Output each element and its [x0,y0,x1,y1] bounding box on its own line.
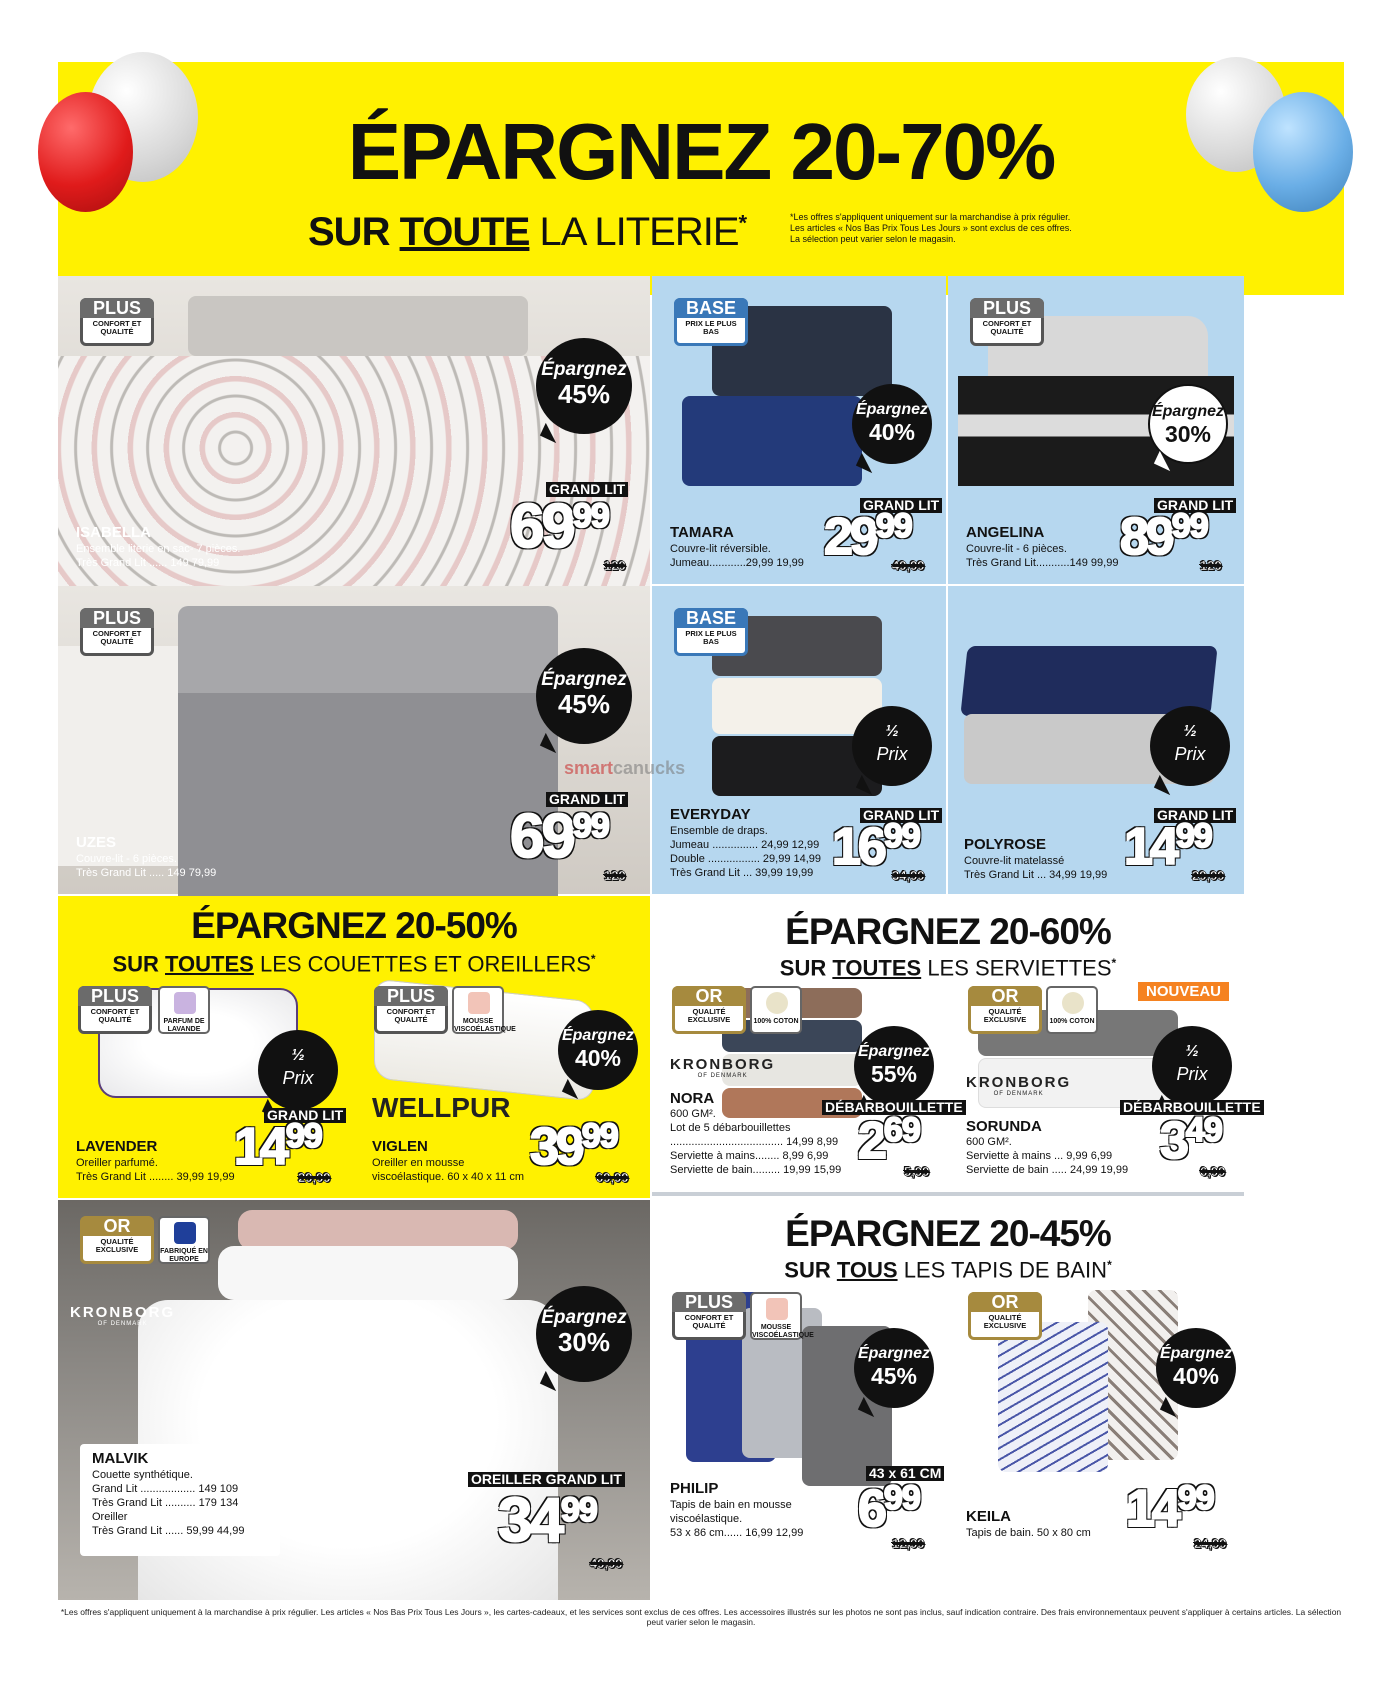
new-tag: NOUVEAU [1138,982,1229,1001]
product-desc: Couvre-lit - 6 pièces. [76,853,177,865]
memory-foam-badge: MOUSSE VISCOÉLASTIQUE [750,1292,802,1340]
plus-badge: PLUS CONFORT ET QUALITÉ [672,1292,746,1340]
product-desc: 53 x 86 cm...... 16,99 12,99 [670,1527,804,1539]
product-tile-tamara[interactable] [652,276,946,584]
product-desc: Très Grand Lit ...... 59,99 44,99 [92,1525,245,1537]
savings-bubble: Épargnez 40% [558,1010,638,1090]
header-title: ÉPARGNEZ 20-70% [347,107,1055,196]
product-name: PHILIP [670,1480,719,1497]
savings-bubble: Épargnez 30% [536,1286,632,1382]
regular-price: 5,99 [904,1164,930,1179]
sale-price: $89^{99}$ [1120,507,1208,566]
product-desc: Serviette à mains ... 9,99 6,99 [966,1150,1113,1162]
sale-price: $14^{99}$ [1124,817,1212,876]
nightstand-image [58,646,178,866]
product-name: VIGLEN [372,1138,428,1155]
sale-price: $2^{69}$ [858,1111,920,1170]
product-desc: Très Grand Lit ...... 149 79,99 [76,557,220,569]
product-desc: ..................................... 14,99 8,99 [670,1136,839,1148]
product-desc: Très Grand Lit ..... 149 79,99 [76,867,217,879]
product-desc: viscoélastique. 60 x 40 x 11 cm [372,1171,525,1183]
or-badge: OR QUALITÉ EXCLUSIVE [672,986,746,1034]
product-desc: Grand Lit .................. 149 109 [92,1483,239,1495]
kronborg-logo: KRONBORG OF DENMARK [670,1056,776,1079]
savings-bubble: Épargnez 40% [1156,1328,1236,1408]
product-desc: Tapis de bain. 50 x 80 cm [966,1527,1091,1539]
regular-price: 6,99 [1200,1164,1226,1179]
product-name: POLYROSE [964,836,1046,853]
or-badge: OR QUALITÉ EXCLUSIVE [80,1216,154,1264]
made-in-europe-badge: FABRIQUÉ EN EUROPE [158,1216,210,1264]
cotton-icon [766,992,788,1014]
wellpur-logo: WELLPUR [372,1092,511,1123]
size-label: DÉBARBOUILLETTE [822,1100,966,1115]
lavender-scent-badge: PARFUM DE LAVANDE [158,986,210,1034]
foam-icon [766,1298,788,1320]
product-name: LAVENDER [76,1138,158,1155]
gray-bedding-image [178,606,558,896]
product-tile-everyday[interactable] [652,586,946,894]
regular-price: 69,99 [596,1170,629,1185]
sale-price: $34^{99}$ [498,1486,597,1555]
product-tile-isabella[interactable] [58,276,650,584]
savings-bubble: Épargnez 45% [854,1328,934,1408]
section-title: ÉPARGNEZ 20-45% [785,1213,1111,1254]
or-badge: OR QUALITÉ EXCLUSIVE [968,1292,1042,1340]
product-desc: Serviette de bain ..... 24,99 19,99 [966,1164,1129,1176]
header-disclaimer: *Les offres s'appliquent uniquement sur la marchandise à prix régulier. Les articles « Nos Bas Prix Tous Les Jours » sont exclus de ces offres. La sélection peut varier selon le magasin. [790,212,1072,244]
section-title: ÉPARGNEZ 20-50% [191,905,517,946]
regular-price: 129 [604,868,626,883]
product-tile-uzes[interactable] [58,586,650,894]
product-desc: Couvre-lit matelassé [964,855,1065,867]
product-desc: Ensemble de draps. [670,825,768,837]
product-desc: Très Grand Lit .......... 179 134 [92,1497,239,1509]
product-desc: Jumeau ............... 24,99 12,99 [670,839,820,851]
size-label: GRAND LIT [264,1108,346,1123]
plus-badge: PLUS CONFORT ET QUALITÉ [80,298,154,346]
product-desc: Couvre-lit - 6 pièces. [966,543,1067,555]
size-label: OREILLER GRAND LIT [468,1472,625,1487]
memory-foam-badge: MOUSSE VISCOÉLASTIQUE [452,986,504,1034]
section-title: ÉPARGNEZ 20-60% [785,911,1111,952]
product-desc: Lot de 5 débarbouillettes [670,1122,791,1134]
savings-bubble: Épargnez 45% [536,648,632,744]
cotton-badge: 100% COTON [750,986,802,1034]
half-price-bubble: ½ Prix [1150,706,1230,786]
plus-badge: PLUS CONFORT ET QUALITÉ [374,986,448,1034]
lavender-icon [174,992,196,1014]
product-desc: Couette synthétique. [92,1469,193,1481]
product-desc: Oreiller en mousse [372,1157,465,1169]
kronborg-logo: KRONBORG OF DENMARK [966,1074,1072,1097]
product-desc: Jumeau............29,99 19,99 [670,557,804,569]
sale-price: $39^{99}$ [530,1117,618,1176]
size-label: GRAND LIT [1154,808,1236,823]
sale-price: $6^{99}$ [858,1479,920,1538]
size-label: GRAND LIT [1154,498,1236,513]
regular-price: 29,99 [298,1170,331,1185]
product-name: SORUNDA [966,1118,1042,1135]
base-badge: BASE PRIX LE PLUS BAS [674,608,748,656]
product-desc: Très Grand Lit ... 39,99 19,99 [670,867,814,879]
savings-bubble: Épargnez 30% [1148,384,1228,464]
foam-icon [468,992,490,1014]
regular-price: 34,99 [892,868,925,883]
cushions-image [238,1210,518,1250]
pillow-image [218,1246,518,1300]
product-desc: Double ................. 29,99 14,99 [670,853,822,865]
section-subtitle: SUR TOUTES LES COUETTES ET OREILLERS* [112,951,596,977]
sale-price: $29^{99}$ [824,507,912,566]
savings-bubble: Épargnez 45% [536,338,632,434]
product-desc: Oreiller [92,1511,128,1523]
product-tile-polyrose[interactable] [948,586,1244,894]
product-desc: 600 GM². [966,1136,1012,1148]
product-tile-sorunda[interactable] [948,980,1261,1190]
navy-comforter-image [682,396,862,486]
product-desc: Ensemble literie en sac- 7 pièces. [76,543,241,555]
header-subtitle: SUR TOUTE LA LITERIE* [308,210,747,254]
product-desc: Très Grand Lit ... 34,99 19,99 [964,869,1108,881]
product-desc: Couvre-lit réversible. [670,543,771,555]
base-badge: BASE PRIX LE PLUS BAS [674,298,748,346]
half-price-bubble: ½ Prix [852,706,932,786]
product-name: MALVIK [92,1450,149,1467]
product-tile-philip[interactable] [652,1282,946,1600]
product-name: NORA [670,1090,715,1107]
product-tile-lavender[interactable] [58,980,352,1198]
sale-price: $16^{99}$ [832,817,920,876]
product-name: ISABELLA [76,524,151,541]
product-name: KEILA [966,1508,1011,1525]
header-banner [58,62,1344,295]
product-desc: Oreiller parfumé. [76,1157,158,1169]
half-price-bubble: ½ Prix [1152,1026,1232,1106]
rug-image [998,1322,1108,1472]
size-label: GRAND LIT [546,482,628,497]
sale-price: $69^{99}$ [510,492,609,561]
plus-badge: PLUS CONFORT ET QUALITÉ [78,986,152,1034]
section-subtitle: SUR TOUS LES TAPIS DE BAIN* [784,1257,1112,1283]
product-desc: 600 GM². [670,1108,716,1120]
savings-bubble: Épargnez 40% [852,384,932,464]
cotton-badge: 100% COTON [1046,986,1098,1034]
watermark: smartcanucks [564,758,686,778]
regular-price: 49,99 [892,558,925,573]
size-label: GRAND LIT [546,792,628,807]
product-tile-nora[interactable] [652,980,963,1190]
product-desc: Serviette à mains........ 8,99 6,99 [670,1150,829,1162]
product-name: TAMARA [670,524,734,541]
section-subtitle: SUR TOUTES LES SERVIETTES* [779,955,1117,981]
size-label: GRAND LIT [860,498,942,513]
regular-price: 12,99 [892,1536,925,1551]
half-price-bubble: ½ Prix [258,1030,338,1110]
product-desc: Très Grand Lit ........ 39,99 19,99 [76,1171,235,1183]
size-label: DÉBARBOUILLETTE [1120,1100,1264,1115]
kronborg-logo: KRONBORG OF DENMARK [70,1304,176,1327]
product-tile-malvik[interactable] [58,1200,650,1600]
size-label: 43 x 61 CM [866,1466,944,1481]
cotton-icon [1062,992,1084,1014]
quilt-image [960,646,1217,716]
size-label: GRAND LIT [860,808,942,823]
product-name: EVERYDAY [670,806,751,823]
product-tile-viglen[interactable] [354,980,650,1198]
or-badge: OR QUALITÉ EXCLUSIVE [968,986,1042,1034]
eu-flag-icon [174,1222,196,1244]
regular-price: 129 [604,558,626,573]
regular-price: 49,99 [590,1556,623,1571]
section-divider [652,1192,1244,1196]
product-name: ANGELINA [966,524,1045,541]
headboard [188,296,528,356]
footer-disclaimer: *Les offres s'appliquent uniquement à la marchandise à prix régulier. Les articles « Nos Bas Prix Tous Les Jours », les cartes-cadeaux, et les services sont exclus de ces offres. Les accessoires illustrés sur les photos ne sont pas inclus, sauf indication contraire. Des frais environnementaux peuvent s'appliquer à certains articles. La sélection peut varier selon le magasin. [60,1607,1342,1627]
regular-price: 29,99 [1192,868,1225,883]
product-desc: Très Grand Lit...........149 99,99 [966,557,1119,569]
sale-price: $14^{99}$ [234,1117,322,1176]
savings-bubble: Épargnez 55% [854,1026,934,1106]
regular-price: 24,99 [1194,1536,1227,1551]
product-desc: viscoélastique. [670,1513,743,1525]
product-tile-angelina[interactable] [948,276,1244,584]
product-desc: Serviette de bain......... 19,99 15,99 [670,1164,842,1176]
sale-price: $3^{49}$ [1160,1111,1222,1170]
plus-badge: PLUS CONFORT ET QUALITÉ [970,298,1044,346]
plus-badge: PLUS CONFORT ET QUALITÉ [80,608,154,656]
sale-price: $69^{99}$ [510,802,609,871]
product-tile-keila[interactable] [948,1282,1244,1600]
product-name: UZES [76,834,117,851]
flyer-page [58,62,1344,1628]
regular-price: 129 [1200,558,1222,573]
product-desc: Tapis de bain en mousse [670,1499,792,1511]
sale-price: $14^{99}$ [1126,1479,1214,1538]
